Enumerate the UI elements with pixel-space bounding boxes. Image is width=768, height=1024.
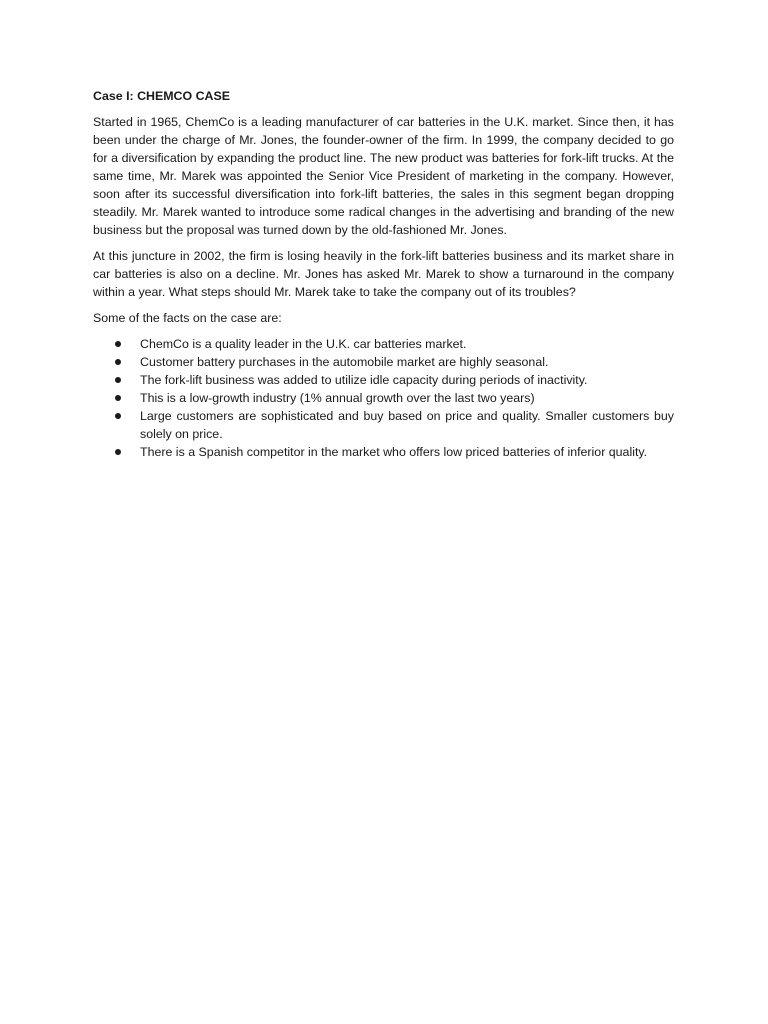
fact-text: This is a low-growth industry (1% annual growth over the last two years): [140, 391, 535, 405]
facts-heading: Some of the facts on the case are:: [93, 311, 282, 325]
bullet-icon: [115, 359, 121, 365]
situation-paragraph: At this juncture in 2002, the firm is losing heavily in the fork-lift batteries business and its market share in car batteries is also on a decline. Mr. Jones has asked Mr. Marek to show a turnaround in the company within a year. What steps should Mr. Marek take to take the company out of its troubles?: [93, 249, 674, 299]
fact-text: The fork-lift business was added to utilize idle capacity during periods of inactivity.: [140, 373, 588, 387]
fact-text: ChemCo is a quality leader in the U.K. car batteries market.: [140, 337, 467, 351]
fact-text: Large customers are sophisticated and buy based on price and quality. Smaller customers buy solely on price.: [140, 409, 674, 441]
list-item: [93, 407, 674, 443]
bullet-icon: [115, 449, 121, 455]
intro-paragraph: Started in 1965, ChemCo is a leading manufacturer of car batteries in the U.K. market. Since then, it has been under the charge of Mr. Jones, the founder-owner of the firm. In 1999, the company decided to go for a diversification by expanding the product line. The new product was batteries for fork-lift trucks. At the same time, Mr. Marek was appointed the Senior Vice President of marketing in the company. However, soon after its successful diversification into fork-lift batteries, the sales in this segment began dropping steadily. Mr. Marek wanted to introduce some radical changes in the advertising and branding of the new business but the proposal was turned down by the old-fashioned Mr. Jones.: [93, 115, 674, 237]
bullet-icon: [115, 395, 121, 401]
facts-list: [93, 335, 674, 461]
fact-text: Customer battery purchases in the automobile market are highly seasonal.: [140, 355, 549, 369]
fact-text: There is a Spanish competitor in the market who offers low priced batteries of inferior quality.: [140, 445, 648, 459]
list-item: [93, 371, 674, 389]
list-item: [93, 353, 674, 371]
bullet-icon: [115, 413, 121, 419]
bullet-icon: [115, 377, 121, 383]
bullet-icon: [115, 341, 121, 347]
list-item: [93, 389, 674, 407]
list-item: [93, 443, 674, 461]
document-page: [93, 87, 674, 461]
case-title: Case I: CHEMCO CASE: [93, 89, 231, 103]
list-item: [93, 335, 674, 353]
